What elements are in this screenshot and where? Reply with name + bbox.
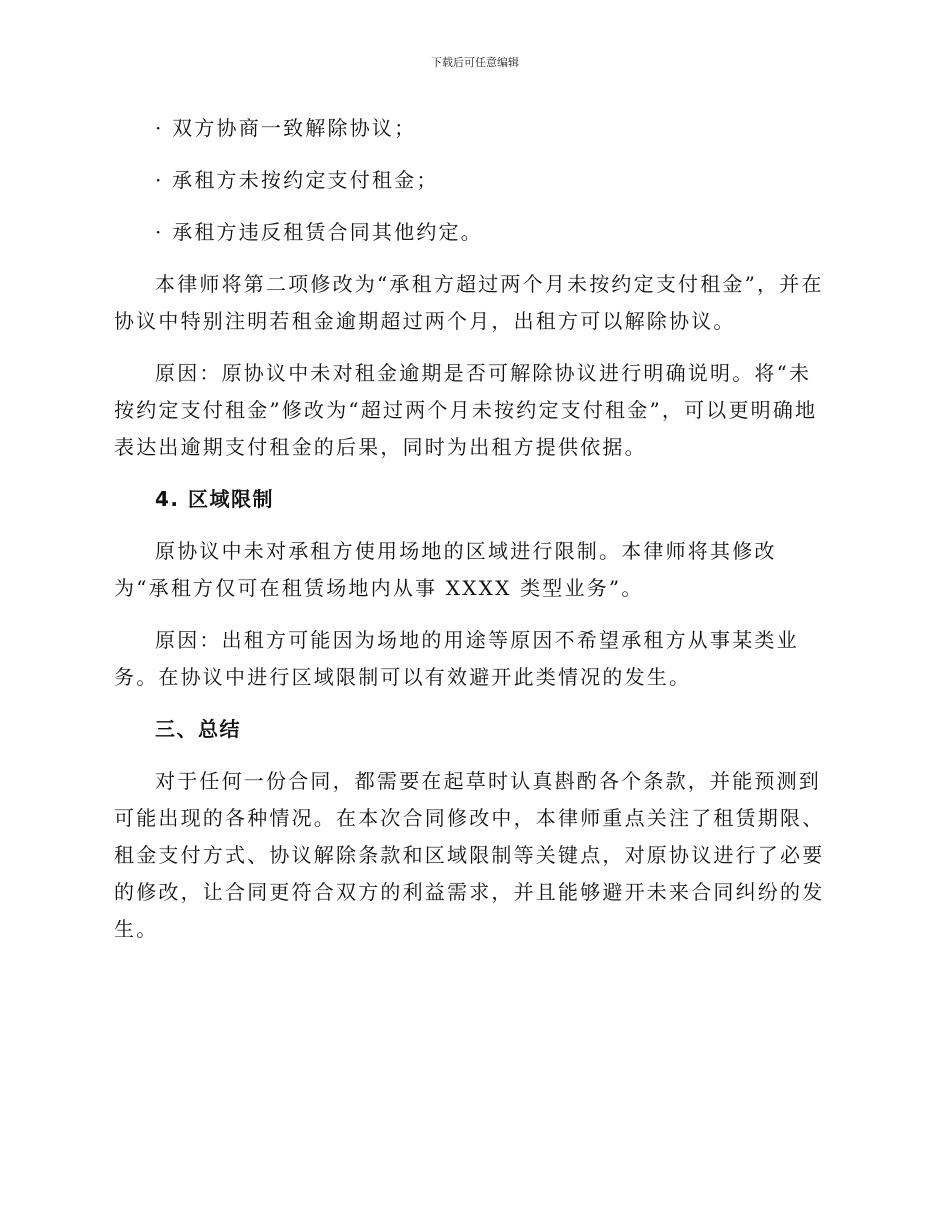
paragraph-modification: 本律师将第二项修改为“承租方超过两个月未按约定支付租金”，并在协议中特别注明若租金逾期超过两个月，出租方可以解除协议。 xyxy=(114,272,824,333)
document-body xyxy=(114,110,832,963)
paragraph-reason-area: 原因：出租方可能因为场地的用途等原因不希望承租方从事某类业务。在协议中进行区域限制可以有效避开此类情况的发生。 xyxy=(114,628,799,689)
bullet-item-2: · 承租方未按约定支付租金； xyxy=(155,168,439,192)
section-heading-summary: 三、总结 xyxy=(155,717,241,741)
paragraph-summary: 对于任何一份合同，都需要在起草时认真斟酌各个条款，并能预测到可能出现的各种情况。在本次合同修改中，本律师重点关注了租赁期限、租金支付方式、协议解除条款和区域限制等关键点，对原协议进行了必要的修改，让合同更符合双方的利益需求，并且能够避开未来合同纠纷的发生。 xyxy=(114,769,825,941)
bullet-item-3: · 承租方违反租赁合同其他约定。 xyxy=(155,220,483,244)
paragraph-area-restriction: 原协议中未对承租方使用场地的区域进行限制。本律师将其修改为“承租方仅可在租赁场地内从事 XXXX 类型业务”。 xyxy=(114,539,777,600)
page-header-note: 下载后可任意编辑 xyxy=(431,56,519,69)
section-heading-area-restriction: 4. 区域限制 xyxy=(155,487,274,511)
bullet-item-1: · 双方协商一致解除协议； xyxy=(155,116,417,140)
paragraph-reason-rent: 原因：原协议中未对租金逾期是否可解除协议进行明确说明。将“未按约定支付租金”修改为“超过两个月未按约定支付租金”，可以更明确地表达出逾期支付租金的后果，同时为出租方提供依据。 xyxy=(114,361,818,459)
